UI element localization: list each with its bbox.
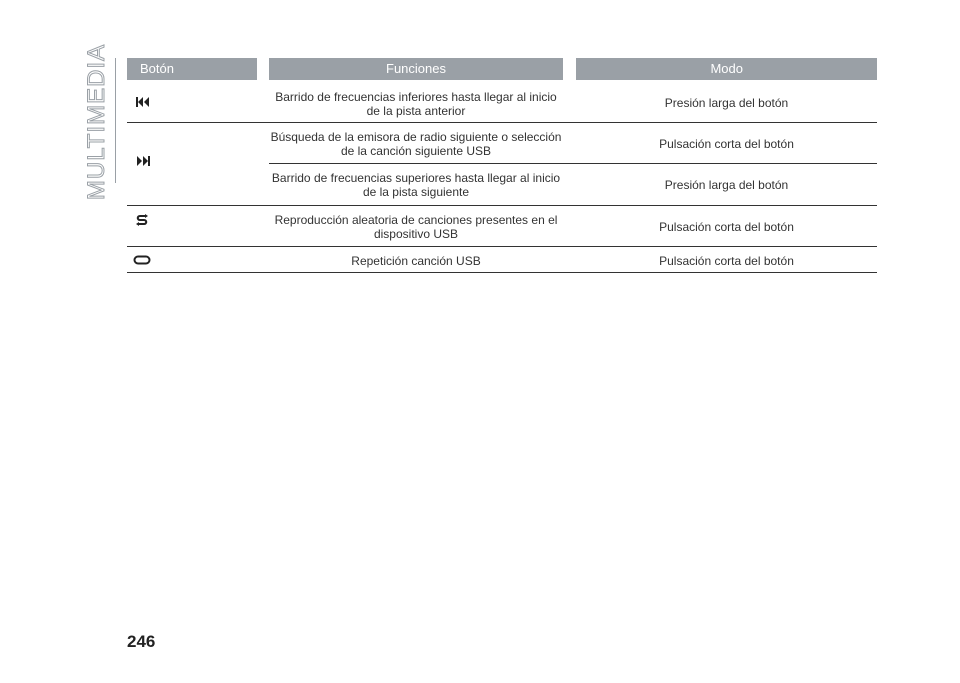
header-modo: Modo — [576, 58, 877, 80]
header-funciones: Funciones — [269, 58, 563, 80]
repeat-icon — [133, 255, 151, 265]
row2-function: Búsqueda de la emisora de radio siguiente o selección de la canción siguiente USB — [270, 130, 562, 158]
row-divider — [127, 246, 877, 247]
row2-mode: Pulsación corta del botón — [659, 137, 794, 151]
row1-function: Barrido de frecuencias inferiores hasta llegar al inicio de la pista anterior — [275, 90, 557, 118]
section-divider — [115, 58, 116, 183]
row-divider — [127, 205, 877, 206]
row3-function: Barrido de frecuencias superiores hasta llegar al inicio de la pista siguiente — [271, 171, 561, 199]
row-divider — [269, 163, 877, 164]
row-divider — [127, 122, 877, 123]
section-title-text: MULTIMEDIA — [83, 43, 110, 201]
skip-forward-icon — [136, 156, 150, 166]
row1-mode: Presión larga del botón — [664, 96, 789, 110]
row5-mode: Pulsación corta del botón — [659, 254, 794, 268]
row-divider — [127, 272, 877, 273]
skip-back-icon — [136, 97, 150, 107]
page-number: 246 — [127, 632, 156, 651]
section-title — [83, 43, 110, 201]
row3-mode: Presión larga del botón — [664, 178, 789, 192]
shuffle-icon — [135, 213, 149, 227]
row5-function: Repetición canción USB — [351, 254, 481, 268]
header-boton: Botón — [127, 58, 257, 80]
row4-mode: Pulsación corta del botón — [659, 220, 794, 234]
row4-function: Reproducción aleatoria de canciones presentes en el dispositivo USB — [274, 213, 558, 241]
